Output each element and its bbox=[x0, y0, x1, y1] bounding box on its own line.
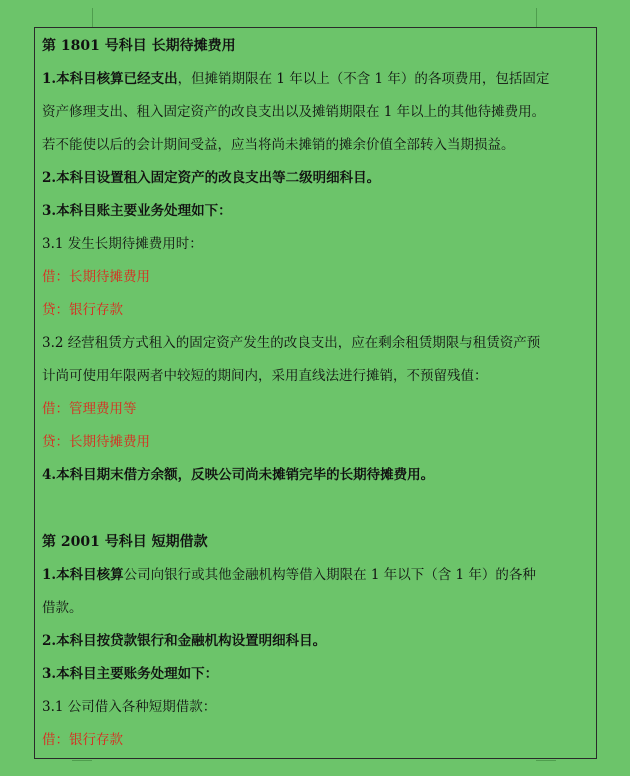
section1-sub32-debit: 借：管理费用等 bbox=[42, 401, 137, 417]
section2-item3: 3.本科目主要账务处理如下： bbox=[42, 666, 219, 682]
section1-item1-line2: 资产修理支出、租入固定资产的改良支出以及摊销期限在 1 年以上的其他待摊费用。 bbox=[42, 104, 546, 120]
document-body bbox=[42, 30, 594, 757]
crop-mark-right-top bbox=[536, 8, 537, 28]
section2-item1-lead: 1.本科目核算 bbox=[42, 567, 124, 583]
section1-item1-lead: 1.本科目核算已经支出 bbox=[42, 71, 178, 87]
section1-sub32-credit: 贷：长期待摊费用 bbox=[42, 434, 150, 450]
section1-sub32-line1: 3.2 经营租赁方式租入的固定资产发生的改良支出，应在剩余租赁期限与租赁资产预 bbox=[42, 335, 541, 351]
section1-sub31-credit: 贷：银行存款 bbox=[42, 302, 123, 318]
section2-item2: 2.本科目按贷款银行和金融机构设置明细科目。 bbox=[42, 633, 327, 649]
section1-item1-line1 bbox=[42, 63, 594, 96]
section2-sub31-debit: 借：银行存款 bbox=[42, 732, 123, 748]
section2-heading: 第 2001 号科目 短期借款 bbox=[42, 534, 208, 550]
section2-item1-line2: 借款。 bbox=[42, 600, 83, 616]
section1-heading: 第 1801 号科目 长期待摊费用 bbox=[42, 38, 236, 54]
section2-item1-line1 bbox=[42, 559, 594, 592]
section-spacer bbox=[42, 492, 594, 526]
section2-item1-rest: 公司向银行或其他金融机构等借入期限在 1 年以下（含 1 年）的各种 bbox=[123, 567, 536, 583]
section1-item1-line3: 若不能使以后的会计期间受益，应当将尚未摊销的摊余价值全部转入当期损益。 bbox=[42, 137, 515, 153]
section1-sub31: 3.1 发生长期待摊费用时： bbox=[42, 236, 203, 252]
section2-sub31: 3.1 公司借入各种短期借款： bbox=[42, 699, 217, 715]
section1-item4: 4.本科目期末借方余额，反映公司尚未摊销完毕的长期待摊费用。 bbox=[42, 467, 435, 483]
section1-item2: 2.本科目设置租入固定资产的改良支出等二级明细科目。 bbox=[42, 170, 381, 186]
section1-item1-rest: ，但摊销期限在 1 年以上（不含 1 年）的各项费用，包括固定 bbox=[177, 71, 550, 87]
section1-sub31-debit: 借：长期待摊费用 bbox=[42, 269, 150, 285]
crop-mark-left-top bbox=[92, 8, 93, 28]
crop-mark-left-bottom bbox=[72, 760, 92, 761]
crop-mark-right-bottom bbox=[536, 760, 556, 761]
section1-item3: 3.本科目账主要业务处理如下： bbox=[42, 203, 232, 219]
section1-sub32-line2: 计尚可使用年限两者中较短的期间内，采用直线法进行摊销，不预留残值： bbox=[42, 368, 488, 384]
